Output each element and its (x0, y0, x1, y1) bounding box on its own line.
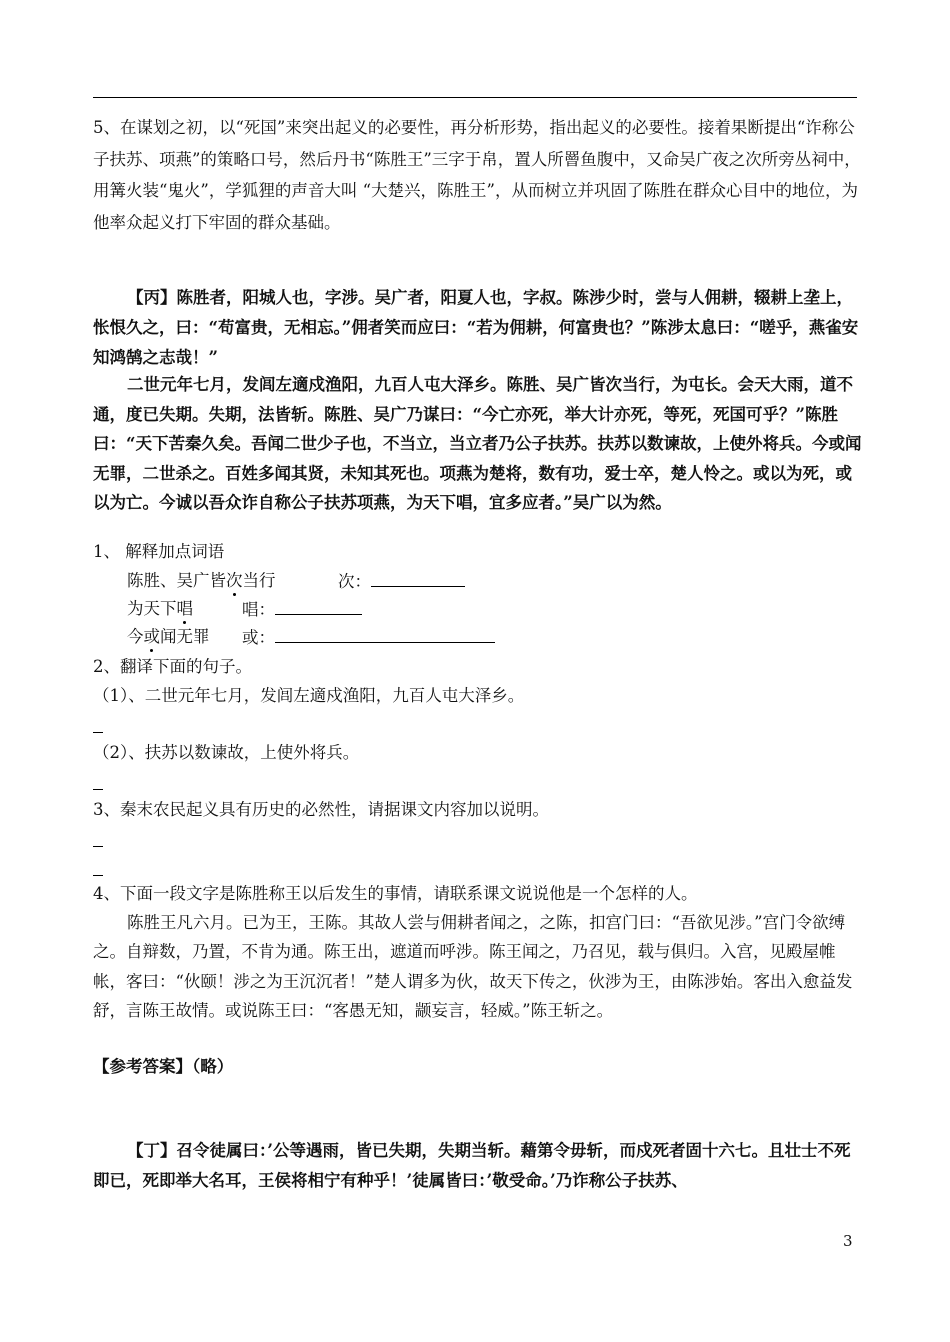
answer-line-3-2[interactable] (93, 875, 103, 876)
question-1-title: 1、 解释加点词语 (93, 542, 225, 561)
answer-3-blank[interactable] (275, 626, 495, 643)
question-2-sentence-1: （1）、二世元年七月，发闾左適戍渔阳，九百人屯大泽乡。 (93, 686, 525, 705)
answer-paragraph-5: 5、在谋划之初，以“死国”来突出起义的必要性，再分析形势，指出起义的必要性。接着果断提出“诈称公子扶苏、项燕”的策略口号，然后丹书“陈胜王”三字于帛，置人所罾鱼腹中，又命吴广夜之次所旁丛祠中，用篝火装“鬼火”，学狐狸的声音大叫 “大楚兴，陈胜王”，从而树立并巩固了陈胜在群众心目中的地位，为他率众起义打下牢固的群众基础。 (93, 118, 861, 232)
answer-line-2-2[interactable] (93, 789, 103, 790)
passage-bing-paragraph-1: 【丙】陈胜者，阳城人也，字涉。吴广者，阳夏人也，字叔。陈涉少时，尝与人佣耕，辍耕上垄上，怅恨久之，曰：“苟富贵，无相忘。”佣者笑而应曰：“若为佣耕，何富贵也？”陈涉太息曰：“嗟乎，燕雀安知鸿鹄之志哉！” (93, 288, 859, 367)
answer-1-blank[interactable] (371, 570, 465, 587)
item-1-text-pre: 陈胜、吴广皆 (127, 571, 226, 590)
answer-2-label: 唱： (242, 600, 275, 619)
question-2-title: 2、翻译下面的句子。 (93, 657, 252, 676)
answer-3-label: 或： (242, 628, 275, 647)
reference-answer: 【参考答案】（略） (93, 1057, 234, 1076)
item-3-text-pre: 今 (127, 627, 144, 646)
page-number: 3 (843, 1232, 853, 1250)
answer-2-blank[interactable] (275, 598, 362, 615)
question-1-answer-2 (242, 598, 362, 621)
header-rule (93, 97, 857, 98)
question-4-passage: 陈胜王凡六月。已为王，王陈。其故人尝与佣耕者闻之，之陈，扣宫门曰：“吾欲见涉。”宫门令欲缚之。自辩数，乃置，不肯为通。陈王出，遮道而呼涉。陈王闻之，乃召见，载与俱归。入宫，见殿屋帷帐，客曰：“伙颐！涉之为王沉沉者！”楚人谓多为伙，故天下传之，伙涉为王，由陈涉始。客出入愈益发舒，言陈王故情。或说陈王曰：“客愚无知，颛妄言，轻威。”陈王斩之。 (93, 913, 853, 1021)
item-1-dotted-word: 次 (226, 571, 243, 590)
answer-line-2-1[interactable] (93, 732, 103, 733)
question-1-answer-1 (338, 570, 465, 593)
item-3-text-post: 闻无罪 (160, 627, 210, 646)
question-1-item-3 (127, 626, 210, 648)
passage-bing-paragraph-2: 二世元年七月，发闾左適戍渔阳，九百人屯大泽乡。陈胜、吴广皆次当行，为屯长。会天大雨，道不通，度已失期。失期，法皆斩。陈胜、吴广乃谋曰：“今亡亦死，举大计亦死，等死，死国可乎？”陈胜曰：“天下苦秦久矣。吾闻二世少子也，不当立，当立者乃公子扶苏。扶苏以数谏故，上使外将兵。今或闻无罪，二世杀之。百姓多闻其贤，未知其死也。项燕为楚将，数有功，爱士卒，楚人怜之。或以为死，或以为亡。今诚以吾众诈自称公子扶苏项燕，为天下唱，宜多应者。”吴广以为然。 (93, 375, 862, 513)
question-3-title: 3、秦末农民起义具有历史的必然性，请据课文内容加以说明。 (93, 800, 549, 819)
question-1-item-1 (127, 570, 276, 592)
item-1-text-post: 当行 (242, 571, 276, 590)
question-4-title: 4、下面一段文字是陈胜称王以后发生的事情，请联系课文说说他是一个怎样的人。 (93, 884, 698, 903)
passage-ding: 【丁】召令徒属曰：’公等遇雨，皆已失期，失期当斩。藉第令毋斩，而戍死者固十六七。且壮士不死即已，死即举大名耳，王侯将相宁有种乎！’徒属皆曰：’敬受命。’乃诈称公子扶苏、 (93, 1141, 851, 1190)
item-2-text-pre: 为天下 (127, 599, 177, 618)
question-2-sentence-2: （2）、扶苏以数谏故，上使外将兵。 (93, 743, 360, 762)
item-3-dotted-word: 或 (143, 627, 160, 646)
item-2-dotted-word: 唱 (176, 599, 193, 618)
answer-1-label: 次： (338, 572, 371, 591)
answer-line-3-1[interactable] (93, 846, 103, 847)
question-1-answer-3 (242, 626, 495, 649)
question-1-item-2 (127, 598, 193, 620)
